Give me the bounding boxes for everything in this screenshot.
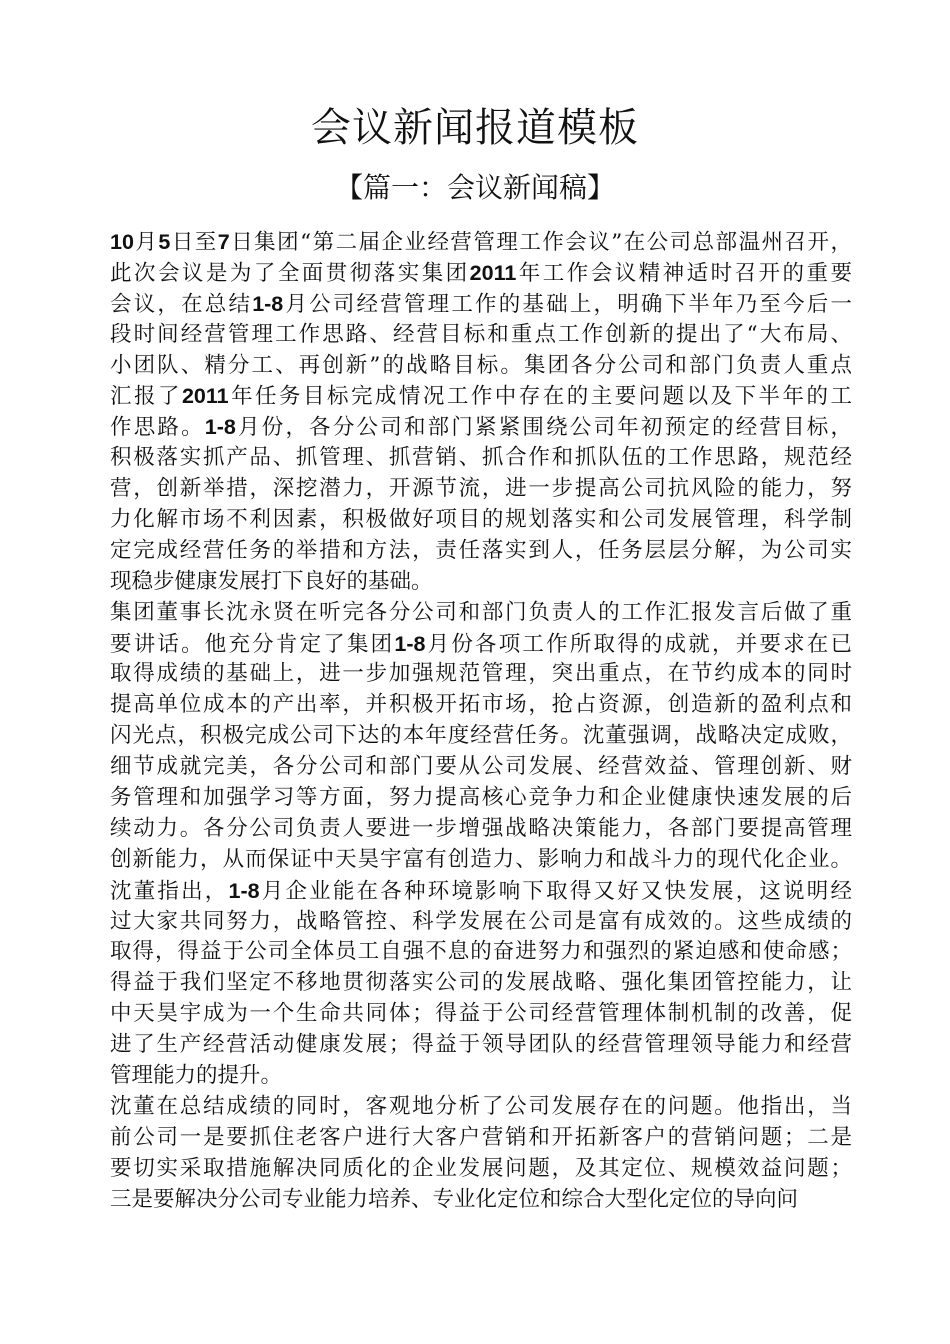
body-line: 取得，得益于公司全体员工自强不息的奋进努力和强烈的紧迫感和使命感； <box>110 939 852 965</box>
body-line: 集团董事长沈永贤在听完各分公司和部门负责人的工作汇报发言后做了重 <box>110 599 852 625</box>
body-line: 闪光点，积极完成公司下达的本年度经营任务。沈董强调，战略决定成败， <box>110 723 852 749</box>
body-line: 中天昊宇成为一个生命共同体；得益于公司经营管理体制机制的改善，促 <box>110 1001 852 1027</box>
body-line: 积极落实抓产品、抓管理、抓营销、抓合作和抓队伍的工作思路，规范经 <box>110 445 852 471</box>
body-line: 10月5日至7日集团“第二届企业经营管理工作会议”在公司总部温州召开， <box>110 230 852 255</box>
body-line: 此次会议是为了全面贯彻落实集团2011年工作会议精神适时召开的重要 <box>110 260 852 286</box>
body-line: 取得成绩的基础上，进一步加强规范管理，突出重点，在节约成本的同时 <box>110 661 852 687</box>
body-line: 现稳步健康发展打下良好的基础。 <box>110 568 433 594</box>
body-line: 沈董在总结成绩的同时，客观地分析了公司发展存在的问题。他指出，当 <box>110 1093 852 1119</box>
body-line: 沈董指出，1-8月企业能在各种环境影响下取得又好又快发展，这说明经 <box>110 878 852 904</box>
body-line: 过大家共同努力，战略管控、科学发展在公司是富有成效的。这些成绩的 <box>110 908 852 934</box>
body-line: 细节成就完美，各分公司和部门要从公司发展、经营效益、管理创新、财 <box>110 754 852 780</box>
body-line: 前公司一是要抓住老客户进行大客户营销和开拓新客户的营销问题；二是 <box>110 1124 852 1150</box>
document-body <box>110 227 852 1216</box>
body-line: 会议，在总结1-8月公司经营管理工作的基础上，明确下半年乃至今后一 <box>110 291 852 317</box>
body-line: 续动力。各分公司负责人要进一步增强战略决策能力，各部门要提高管理 <box>110 815 852 841</box>
body-line: 管理能力的提升。 <box>110 1063 283 1089</box>
body-line: 力化解市场不利因素，积极做好项目的规划落实和公司发展管理，科学制 <box>110 507 852 533</box>
body-line: 务管理和加强学习等方面，努力提高核心竞争力和企业健康快速发展的后 <box>110 785 852 811</box>
body-line: 汇报了2011年任务目标完成情况工作中存在的主要问题以及下半年的工 <box>110 384 852 410</box>
body-line: 进了生产经营活动健康发展；得益于领导团队的经营管理领导能力和经营 <box>110 1032 852 1058</box>
document-title: 会议新闻报道模板 <box>311 105 639 151</box>
body-line: 要讲话。他充分肯定了集团1-8月份各项工作所取得的成就，并要求在已 <box>110 631 852 657</box>
body-line: 三是要解决分公司专业能力培养、专业化定位和综合大型化定位的导向问 <box>110 1186 799 1212</box>
body-line: 营，创新举措，深挖潜力，开源节流，进一步提高公司抗风险的能力，努 <box>110 476 852 502</box>
body-line: 小团队、精分工、再创新”的战略目标。集团各分公司和部门负责人重点 <box>110 352 852 378</box>
body-line: 定完成经营任务的举措和方法，责任落实到人，任务层层分解，为公司实 <box>110 537 852 563</box>
body-line: 段时间经营管理工作思路、经营目标和重点工作创新的提出了“大布局、 <box>110 321 852 347</box>
body-line: 提高单位成本的产出率，并积极开拓市场，抢占资源，创造新的盈利点和 <box>110 692 852 718</box>
body-line: 作思路。1-8月份，各分公司和部门紧紧围绕公司年初预定的经营目标， <box>110 415 852 441</box>
body-line: 要切实采取措施解决同质化的企业发展问题，及其定位、规模效益问题； <box>110 1155 852 1181</box>
body-line: 创新能力，从而保证中天昊宇富有创造力、影响力和战斗力的现代化企业。 <box>110 846 852 872</box>
document-subtitle: 【篇一：会议新闻稿】 <box>334 171 615 204</box>
body-line: 得益于我们坚定不移地贯彻落实公司的发展战略、强化集团管控能力，让 <box>110 970 852 996</box>
